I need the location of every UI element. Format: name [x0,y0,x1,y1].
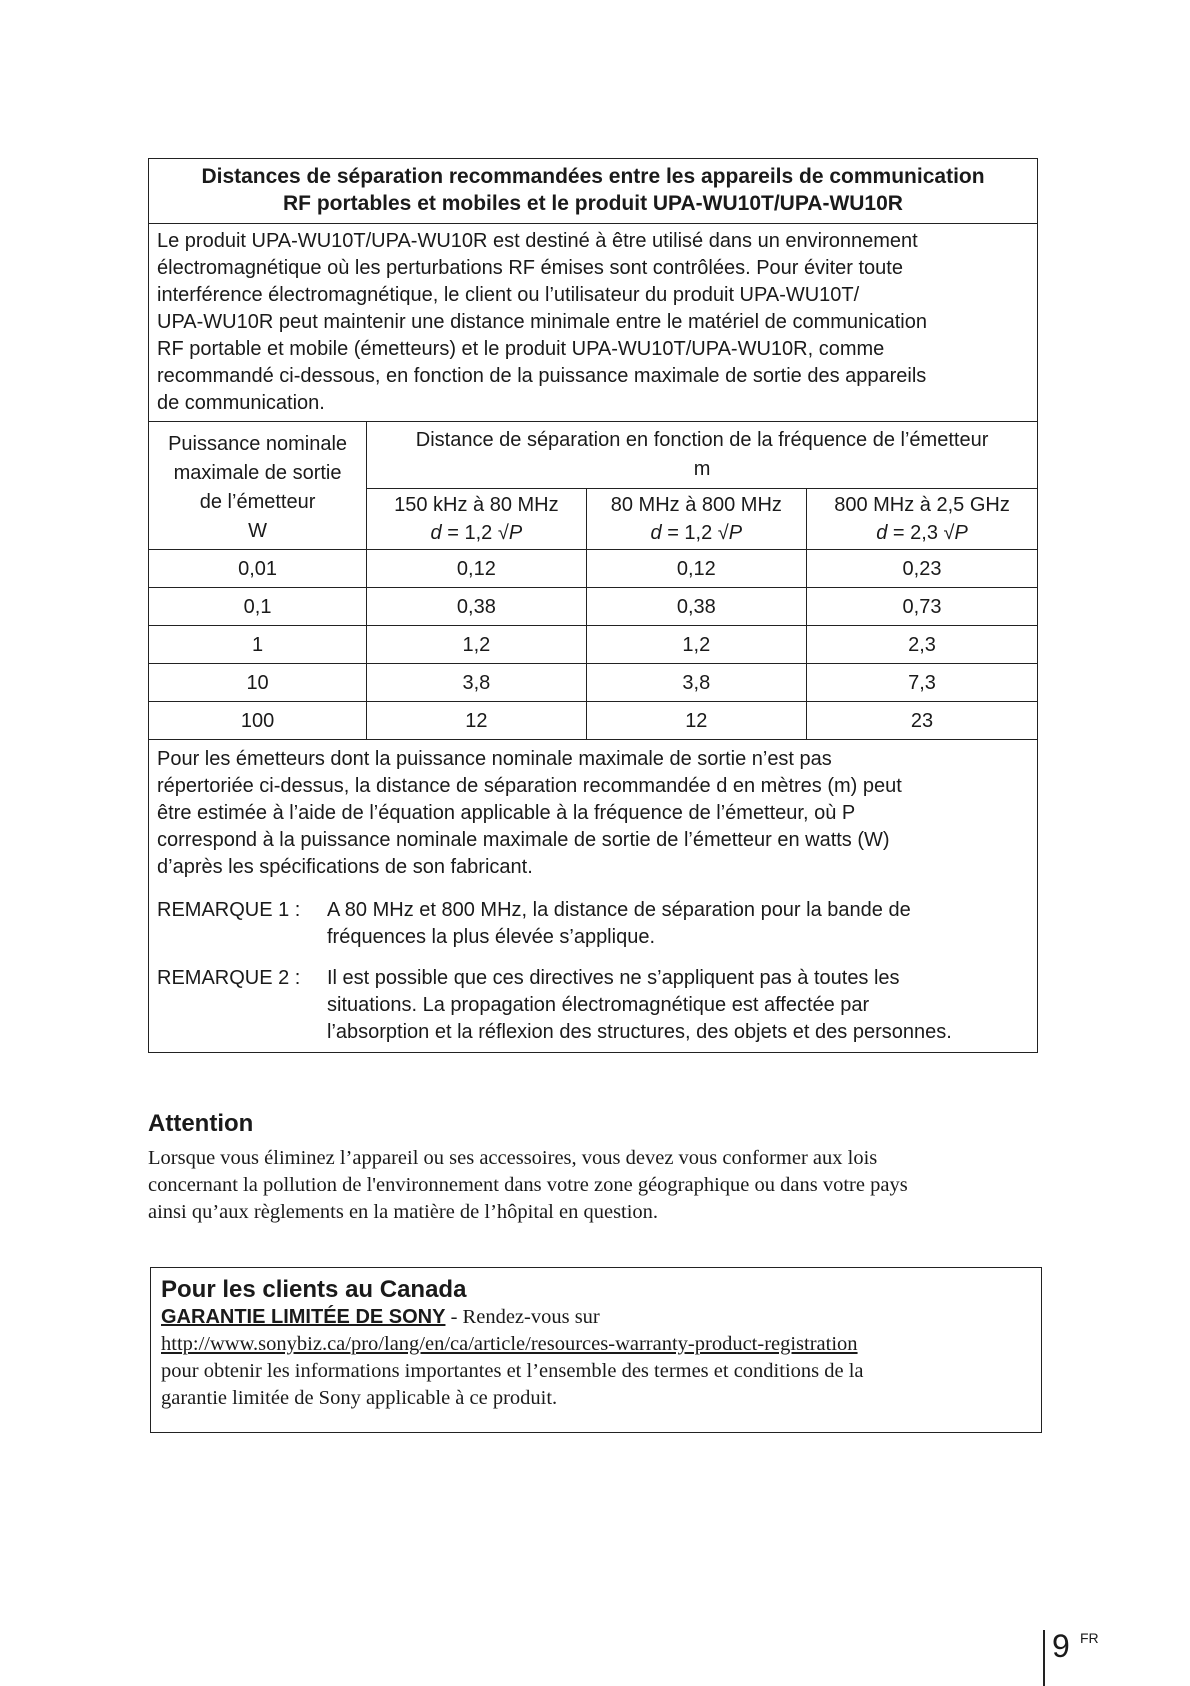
page-language-code: FR [1080,1630,1099,1646]
intro-line: interférence électromagnétique, le client ou l’utilisateur du produit UPA-WU10T/ [157,284,860,306]
page-number-divider [1043,1630,1045,1686]
intro-line: électromagnétique où les perturbations RF émises sont contrôlées. Pour éviter toute [157,257,903,279]
table-title-line: Distances de séparation recommandées entre les appareils de communication [201,165,985,188]
table-row: 100 12 12 23 [149,702,1037,740]
note-label: REMARQUE 2 : [157,967,301,989]
canada-heading: Pour les clients au Canada [161,1276,467,1303]
emc-separation-table-box [148,158,1038,1053]
band-header-2: 80 MHz à 800 MHz d = 1,2 √P [586,489,806,550]
canada-warranty-box: Pour les clients au Canada GARANTIE LIMITÉE DE SONY - Rendez-vous sur http://www.sonybiz.ca/pro/lang/en/ca/article/resources-warranty-product-registration pour obtenir les informations importantes et l’ensemble des termes et conditions de la garantie limitée de Sony applicable à ce produit. [150,1267,1042,1433]
distance-column-header: Distance de séparation en fonction de la fréquence de l’émetteur m [367,422,1037,489]
table-title-line: RF portables et mobiles et le produit UPA-WU10T/UPA-WU10R [283,192,903,215]
table-row: 1 1,2 1,2 2,3 [149,626,1037,664]
note-label: REMARQUE 1 : [157,899,301,921]
table-row: 0,1 0,38 0,38 0,73 [149,588,1037,626]
band-header-3: 800 MHz à 2,5 GHz d = 2,3 √P [807,489,1037,550]
attention-heading: Attention [148,1110,254,1137]
power-column-header: Puissance nominale maximale de sortie de l’émetteur W [149,422,367,550]
band-header-1: 150 kHz à 80 MHz d = 1,2 √P [367,489,586,550]
warranty-heading: GARANTIE LIMITÉE DE SONY [161,1306,446,1328]
note-1: REMARQUE 1 : A 80 MHz et 800 MHz, la distance de séparation pour la bande de fréquences la plus élevée s’applique. [149,897,1037,951]
table-row: 0,01 0,12 0,12 0,23 [149,550,1037,588]
attention-paragraph: Lorsque vous éliminez l’appareil ou ses accessoires, vous devez vous conformer aux lois concernant la pollution de l'environnement dans votre zone géographique ou dans votre pays ainsi qu’aux règlements en la matière de l’hôpital en question. [148,1147,908,1223]
intro-line: Le produit UPA-WU10T/UPA-WU10R est destiné à être utilisé dans un environnement [157,230,918,252]
note-2: REMARQUE 2 : Il est possible que ces directives ne s’appliquent pas à toutes les situations. La propagation électromagnétique est affectée par l’absorption et la réflexion des structures, des objets et des personnes. [149,965,1037,1052]
table-title [149,159,1037,224]
intro-line: RF portable et mobile (émetteurs) et le produit UPA-WU10T/UPA-WU10R, comme [157,338,885,360]
table-intro [149,224,1037,422]
page-number: 9 [1052,1628,1070,1664]
separation-distance-table [149,422,1037,740]
warranty-registration-link[interactable]: http://www.sonybiz.ca/pro/lang/en/ca/article/resources-warranty-product-registration [161,1333,858,1355]
intro-line: recommandé ci-dessous, en fonction de la puissance maximale de sortie des appareils [157,365,927,387]
intro-line: de communication. [157,392,325,414]
intro-line: UPA-WU10R peut maintenir une distance minimale entre le matériel de communication [157,311,927,333]
table-footer-text: Pour les émetteurs dont la puissance nominale maximale de sortie n’est pas répertoriée ci-dessus, la distance de séparation recommandée d en mètres (m) peut être estimée à l’aide de l’équation applicable à la fréquence de l’émetteur, où P correspond à la puissance nominale maximale de sortie de l’émetteur en watts (W) d’après les spécifications de son fabricant. [157,748,902,878]
table-row: 10 3,8 3,8 7,3 [149,664,1037,702]
warranty-intro: - Rendez-vous sur [445,1306,600,1328]
